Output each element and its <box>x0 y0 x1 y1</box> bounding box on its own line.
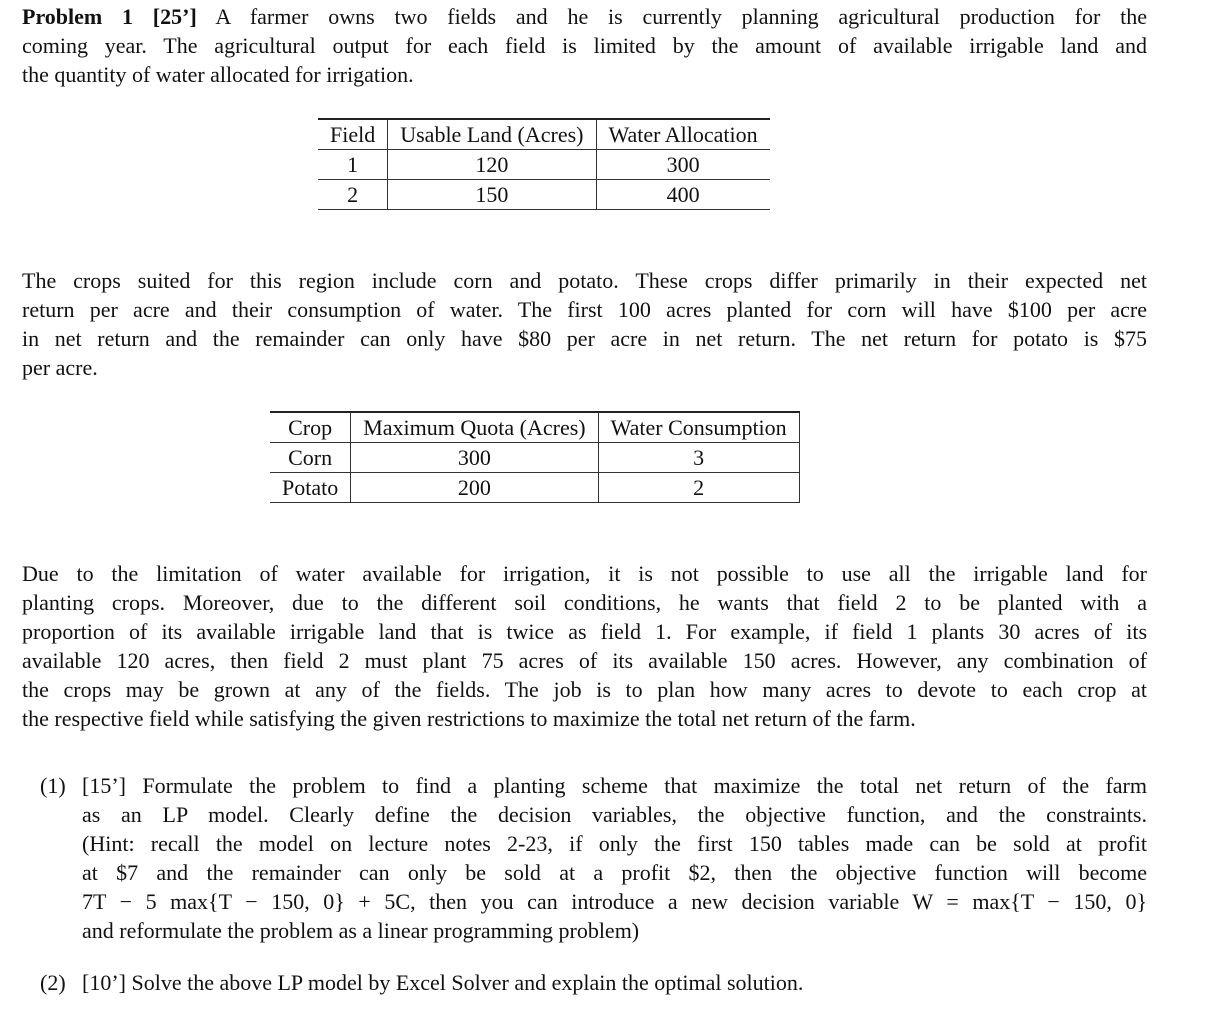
table-cell: 1 <box>347 152 359 177</box>
limitation-paragraph <box>22 559 1147 733</box>
paragraph-line: the respective field while satisfying the given restrictions to maximize the total net return of the farm. <box>22 706 916 731</box>
question-number: (2) <box>40 970 66 995</box>
question-number: (1) <box>40 773 66 798</box>
table-row <box>318 150 770 180</box>
paragraph-line: the crops may be grown at any of the fields. The job is to plan how many acres to devote to each crop at <box>22 677 1147 702</box>
table-cell: 2 <box>598 473 799 503</box>
table-cell: Corn <box>288 445 333 470</box>
intro-paragraph <box>22 2 1147 89</box>
fields-table <box>318 118 770 210</box>
table-header-row <box>318 119 770 150</box>
paragraph-line: proportion of its available irrigable land that is twice as field 1. For example, if field 1 plants 30 acres of its <box>22 619 1147 644</box>
intro-line <box>22 2 1147 31</box>
intro-text: A farmer owns two fields and he is currently planning agricultural production for the <box>215 4 1147 29</box>
table-cell: 150 <box>388 180 596 210</box>
table-row <box>318 180 770 210</box>
table-cell: 200 <box>351 473 598 503</box>
header-cell: Usable Land (Acres) <box>388 119 596 150</box>
table-header-row <box>270 412 799 443</box>
question-line: [10’] Solve the above LP model by Excel Solver and explain the optimal solution. <box>82 970 804 995</box>
header-cell: Field <box>330 122 376 147</box>
paragraph-line: Due to the limitation of water available for irrigation, it is not possible to use all the irrigable land for <box>22 561 1147 586</box>
question-line: at $7 and the remainder can only be sold at a profit $2, then the objective function will become <box>82 860 1147 885</box>
table-cell: 2 <box>347 182 359 207</box>
paragraph-line: The crops suited for this region include corn and potato. These crops differ primarily in their expected net <box>22 268 1147 293</box>
intro-line: coming year. The agricultural output for each field is limited by the amount of available irrigable land and <box>22 33 1147 58</box>
table-cell: Potato <box>282 475 339 500</box>
paragraph-line: return per acre and their consumption of water. The first 100 acres planted for corn will have $100 per acre <box>22 297 1147 322</box>
question-line: [15’] Formulate the problem to find a planting scheme that maximize the total net return of the farm <box>82 773 1147 798</box>
table-cell: 300 <box>351 443 598 473</box>
intro-line: the quantity of water allocated for irrigation. <box>22 62 414 87</box>
question-line: (Hint: recall the model on lecture notes 2-23, if only the first 150 tables made can be sold at profit <box>82 831 1147 856</box>
paragraph-line: planting crops. Moreover, due to the different soil conditions, he wants that field 2 to be planted with a <box>22 590 1147 615</box>
header-cell: Water Allocation <box>596 119 770 150</box>
paragraph-line: in net return and the remainder can only have $80 per acre in net return. The net return for potato is $75 <box>22 326 1147 351</box>
paragraph-line: per acre. <box>22 355 98 380</box>
problem-title: Problem 1 [25’] <box>22 4 197 29</box>
question-line: 7T − 5 max{T − 150, 0} + 5C, then you can introduce a new decision variable W = max{T − 150, 0} <box>82 889 1147 914</box>
table-cell: 400 <box>596 180 770 210</box>
header-cell: Crop <box>288 415 333 440</box>
table-row <box>270 473 799 503</box>
table-cell: 3 <box>598 443 799 473</box>
question-1 <box>40 771 1147 945</box>
question-2 <box>40 968 1147 997</box>
paragraph-line: available 120 acres, then field 2 must plant 75 acres of its available 150 acres. However, any combination of <box>22 648 1147 673</box>
question-line: and reformulate the problem as a linear programming problem) <box>82 918 640 943</box>
table-row <box>270 443 799 473</box>
header-cell: Maximum Quota (Acres) <box>351 412 598 443</box>
table-cell: 120 <box>388 150 596 180</box>
table-cell: 300 <box>596 150 770 180</box>
crops-paragraph <box>22 266 1147 382</box>
header-cell: Water Consumption <box>598 412 799 443</box>
crops-table <box>270 411 800 503</box>
question-line: as an LP model. Clearly define the decision variables, the objective function, and the constraints. <box>82 802 1147 827</box>
